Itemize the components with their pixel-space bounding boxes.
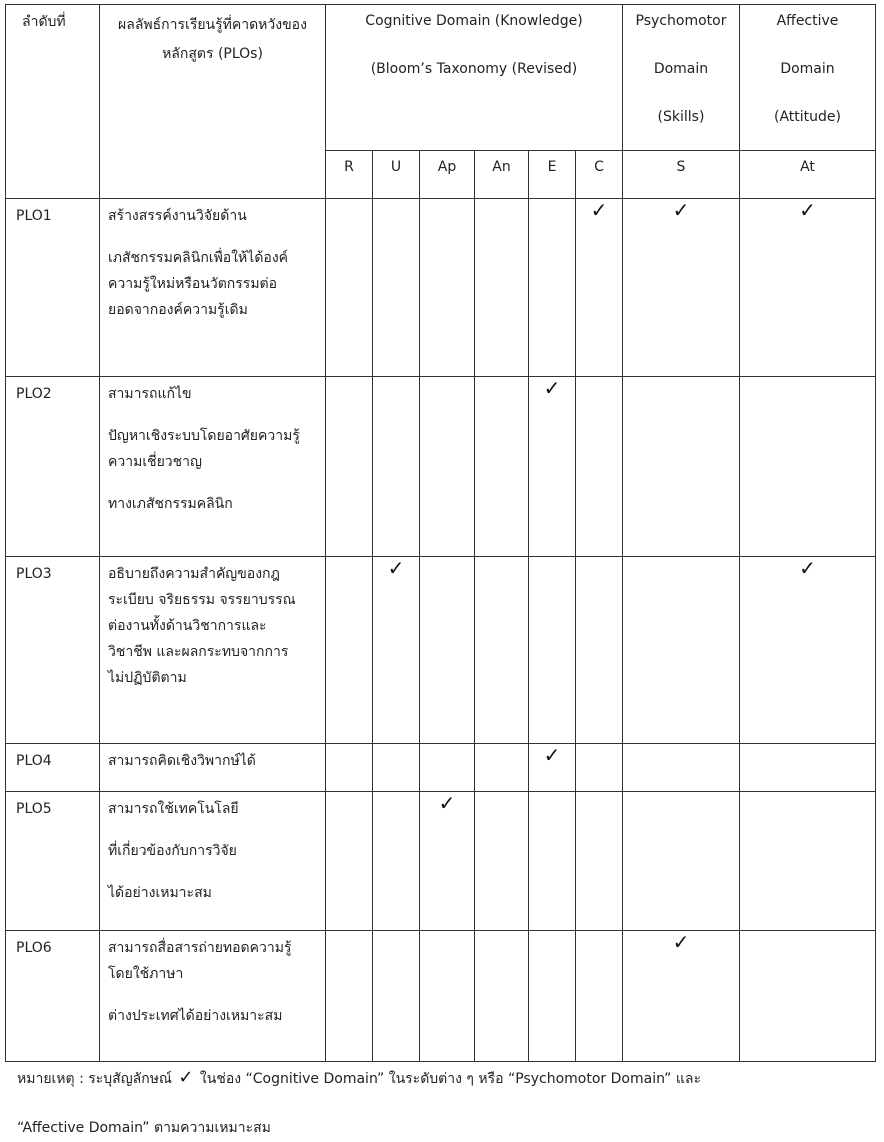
header-order [6,5,100,199]
subheader-s: S [623,151,740,199]
check-cell-ap [420,199,475,377]
check-cell-ap [420,931,475,1062]
check-cell-c [576,792,623,931]
plo-description-line: ความเชี่ยวชาญ [108,454,202,470]
check-icon: ✓ [672,198,690,222]
check-icon: ✓ [387,556,405,580]
note-line-1-text: ในช่อง “Cognitive Domain” ในระดับต่าง ๆ หรือ “Psychomotor Domain” และ [199,1071,702,1087]
header-cognitive-line-2: (Bloom’s Taxonomy (Revised) [370,61,578,77]
plo-description-line: ทางเภสัชกรรมคลินิก [108,496,233,512]
header-cognitive-domain [326,5,623,151]
check-icon: ✓ [672,930,690,954]
check-icon: ✓ [590,198,608,222]
check-cell-an [475,199,529,377]
check-cell-ap [420,377,475,557]
plo-description-cell [100,199,326,377]
plo-description-line: สามารถใช้เทคโนโลยี [108,801,239,817]
plo-id: PLO6 [16,940,52,956]
check-cell-an [475,744,529,792]
check-cell-s [623,792,740,931]
note-prefix: หมายเหตุ : ระบุสัญลักษณ์ [17,1071,172,1087]
plo-id: PLO2 [16,386,52,402]
check-icon: ✓ [438,791,456,815]
check-icon: ✓ [543,743,561,767]
check-cell-at [740,931,876,1062]
plo-description-cell [100,931,326,1062]
check-cell-at [740,557,876,744]
check-cell-r [326,199,373,377]
plo-body [6,199,876,1062]
plo-id-cell [6,557,100,744]
check-cell-an [475,931,529,1062]
check-cell-r [326,557,373,744]
subheader-at: At [740,151,876,199]
check-cell-s [623,377,740,557]
header-psychomotor-line-2: Domain [653,61,709,77]
check-cell-c [576,931,623,1062]
plo-description-line: วิชาชีพ และผลกระทบจากการ [108,644,289,660]
header-plo-desc-line-2: หลักสูตร (PLOs) [162,46,263,62]
plo-mapping-table [5,4,876,1062]
header-psychomotor-line-1: Psychomotor [635,13,727,29]
header-row [6,5,876,151]
plo-description-cell [100,557,326,744]
header-affective-line-1: Affective [776,13,839,29]
header-affective-line-2: Domain [780,61,835,77]
check-cell-r [326,377,373,557]
plo-description-line: สร้างสรรค์งานวิจัยด้าน [108,208,247,224]
plo-id: PLO1 [16,208,52,224]
check-cell-s [623,744,740,792]
plo-description-line: ที่เกี่ยวข้องกับการวิจัย [108,843,237,859]
subheader-u: U [373,151,420,199]
note-check-icon: ✓ [178,1067,194,1088]
check-cell-s [623,557,740,744]
table-row [6,792,876,931]
check-cell-ap [420,792,475,931]
plo-id: PLO5 [16,801,52,817]
plo-description-cell [100,744,326,792]
plo-description-line: สามารถสื่อสารถ่ายทอดความรู้ [108,940,292,956]
plo-id-cell [6,744,100,792]
plo-description-line: สามารถคิดเชิงวิพากษ์ได้ [108,753,256,769]
header-affective-domain [740,5,876,151]
note-line-1 [17,1068,701,1090]
plo-description-line: ต่องานทั้งด้านวิชาการและ [108,618,267,634]
check-cell-ap [420,744,475,792]
check-icon: ✓ [799,556,816,580]
check-cell-at [740,744,876,792]
plo-description-line: ความรู้ใหม่หรือนวัตกรรมต่อ [108,276,278,292]
plo-description-line: สามารถแก้ไข [108,386,192,402]
check-cell-an [475,377,529,557]
check-cell-e [529,792,576,931]
note-line-2 [17,1117,271,1139]
plo-id: PLO4 [16,753,52,769]
check-cell-c [576,557,623,744]
check-cell-u [373,931,420,1062]
check-cell-u [373,199,420,377]
plo-description-line: ต่างประเทศได้อย่างเหมาะสม [108,1008,283,1024]
check-cell-at [740,377,876,557]
check-cell-e [529,931,576,1062]
plo-description-line: อธิบายถึงความสำคัญของกฎ [108,566,280,582]
check-cell-u [373,557,420,744]
plo-description-line: ปัญหาเชิงระบบโดยอาศัยความรู้ [108,428,300,444]
subheader-e: E [529,151,576,199]
check-cell-r [326,744,373,792]
check-cell-e [529,744,576,792]
header-order-label: ลำดับที่ [22,14,66,30]
check-cell-ap [420,557,475,744]
subheader-an: An [475,151,529,199]
plo-description-line: โดยใช้ภาษา [108,966,184,982]
check-cell-u [373,792,420,931]
plo-description-line: ได้อย่างเหมาะสม [108,885,212,901]
header-plo-desc [100,5,326,199]
table-row [6,199,876,377]
header-affective-line-3: (Attitude) [774,109,841,125]
plo-description-cell [100,377,326,557]
plo-id: PLO3 [16,566,52,582]
check-cell-c [576,199,623,377]
plo-description-line: ยอดจากองค์ความรู้เดิม [108,302,248,318]
check-cell-r [326,931,373,1062]
plo-description-line: เภสัชกรรมคลินิกเพื่อให้ได้องค์ [108,250,289,266]
check-cell-e [529,557,576,744]
plo-id-cell [6,931,100,1062]
header-cognitive-line-1: Cognitive Domain (Knowledge) [365,13,583,29]
check-cell-s [623,199,740,377]
header-psychomotor-domain [623,5,740,151]
subheader-ap: Ap [420,151,475,199]
table-row [6,931,876,1062]
plo-id-cell [6,199,100,377]
subheader-c: C [576,151,623,199]
table-row [6,377,876,557]
plo-id-cell [6,377,100,557]
check-icon: ✓ [799,198,816,222]
check-cell-r [326,792,373,931]
note-line-2-text: “Affective Domain” ตามความเหมาะสม [17,1120,271,1136]
check-cell-at [740,199,876,377]
check-cell-e [529,199,576,377]
header-plo-desc-line-1: ผลลัพธ์การเรียนรู้ที่คาดหวังของ [118,17,307,33]
plo-description-line: ระเบียบ จริยธรรม จรรยาบรรณ [108,592,296,608]
check-cell-an [475,557,529,744]
plo-id-cell [6,792,100,931]
check-cell-at [740,792,876,931]
plo-description-cell [100,792,326,931]
subheader-r: R [326,151,373,199]
header-psychomotor-line-3: (Skills) [657,109,705,125]
check-icon: ✓ [543,376,561,400]
check-cell-an [475,792,529,931]
table-row [6,744,876,792]
check-cell-e [529,377,576,557]
check-cell-c [576,377,623,557]
check-cell-s [623,931,740,1062]
plo-description-line: ไม่ปฏิบัติตาม [108,670,187,686]
check-cell-u [373,377,420,557]
table-row [6,557,876,744]
check-cell-c [576,744,623,792]
check-cell-u [373,744,420,792]
